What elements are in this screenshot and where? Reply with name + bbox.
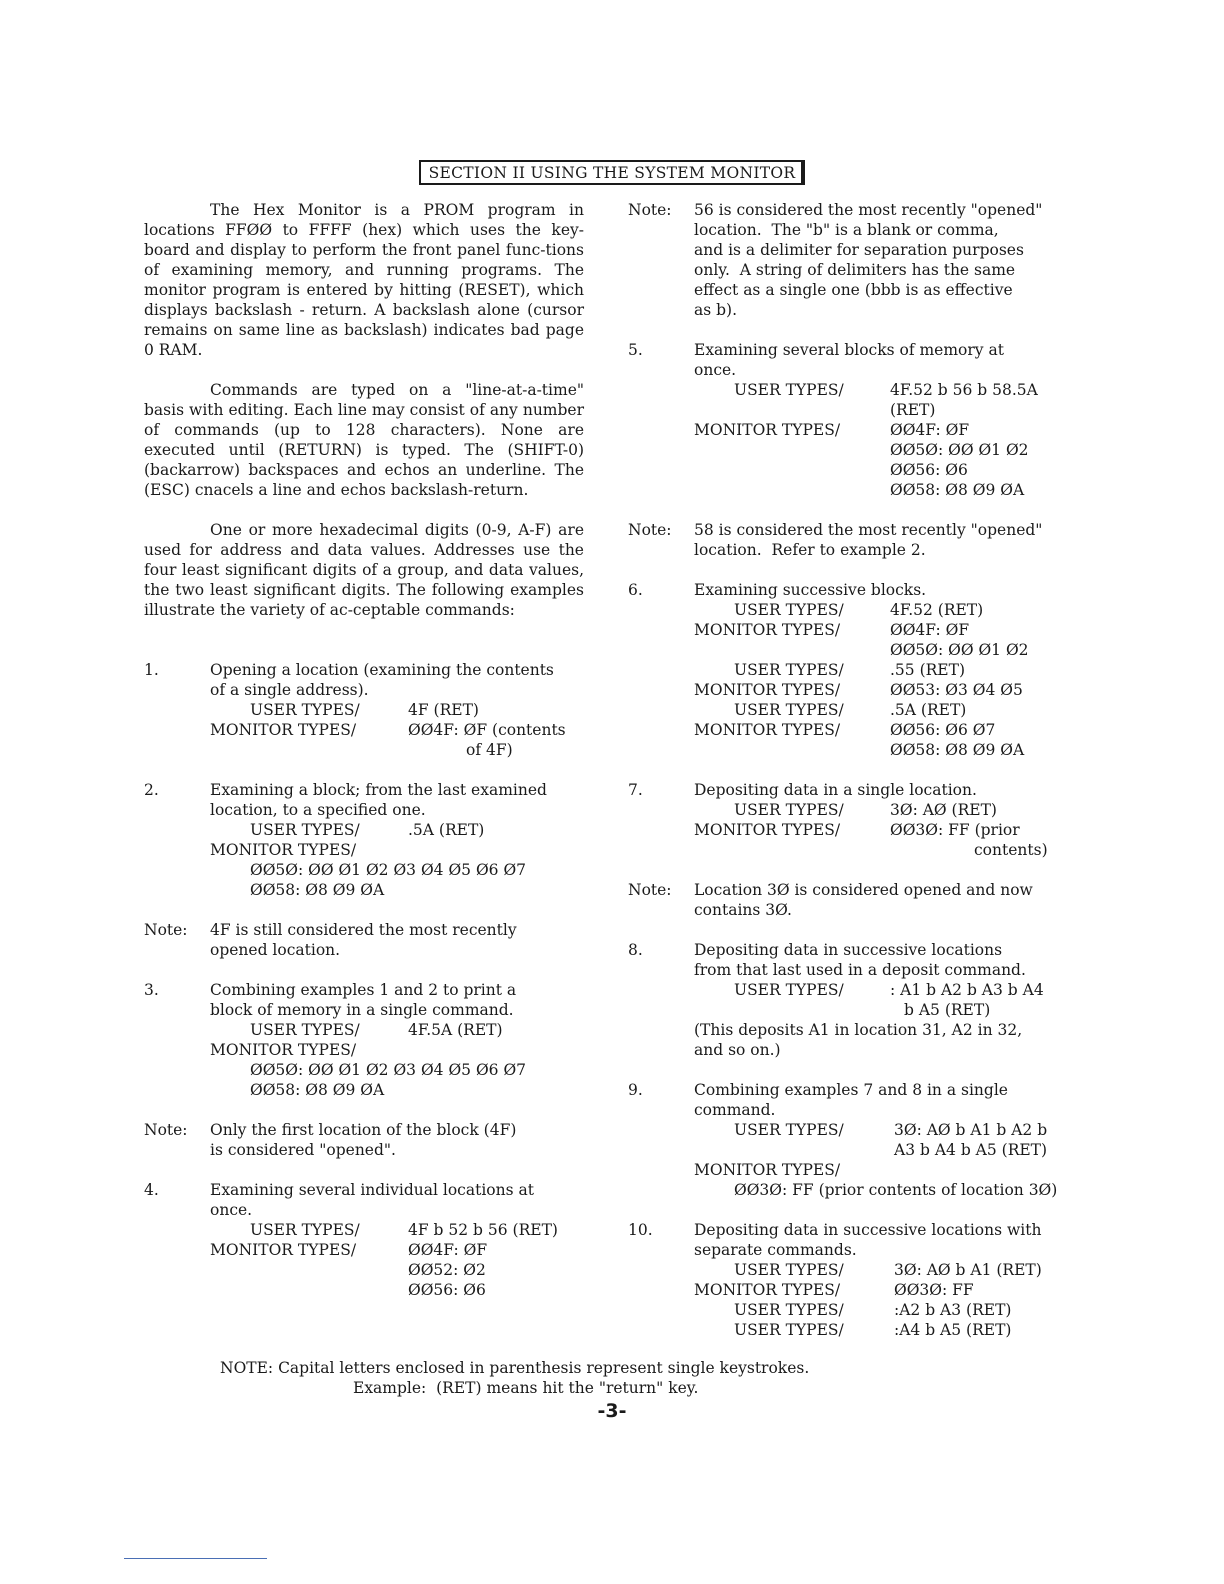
- right-line-value: 3Ø: AØ b A1 (RET): [894, 1261, 1042, 1279]
- left-line: [144, 980, 584, 1000]
- right-line: [628, 240, 1070, 260]
- right-line: [628, 660, 1070, 680]
- right-line-text: USER TYPES/: [734, 1121, 844, 1139]
- right-line-text: USER TYPES/: [734, 381, 844, 399]
- right-line: [628, 960, 1070, 980]
- right-line-value: 3Ø: AØ (RET): [890, 801, 997, 819]
- left-column: [144, 200, 584, 1300]
- left-line: [144, 760, 584, 780]
- right-line: [628, 260, 1070, 280]
- right-line-value: ØØ4F: ØF: [890, 621, 970, 639]
- right-line-text: from that last used in a deposit command.: [694, 961, 1026, 979]
- right-line: [628, 400, 1070, 420]
- right-line: [628, 980, 1070, 1000]
- right-line-text: ØØ3Ø: FF (prior contents of location 3Ø): [734, 1181, 1058, 1199]
- right-line: [628, 220, 1070, 240]
- left-line-text: is considered "opened".: [210, 1141, 396, 1159]
- right-line: [628, 1220, 1070, 1240]
- right-line-text: USER TYPES/: [734, 1301, 844, 1319]
- left-item-label: 3.: [144, 981, 159, 999]
- right-line-text: location. Refer to example 2.: [694, 541, 926, 559]
- left-line: [144, 900, 584, 920]
- left-line: [144, 720, 584, 740]
- left-line-text: of 4F): [466, 741, 513, 759]
- right-line-text: b A5 (RET): [904, 1001, 991, 1019]
- right-line-text: Examining successive blocks.: [694, 581, 927, 599]
- left-item-label: 4.: [144, 1181, 159, 1199]
- left-line: [144, 660, 584, 680]
- right-examples: [628, 200, 1070, 1340]
- right-line: [628, 1180, 1070, 1200]
- right-item-label: Note:: [628, 881, 672, 899]
- left-line: [144, 1220, 584, 1240]
- left-line: [144, 920, 584, 940]
- right-line-value: ØØ56: Ø6 Ø7: [890, 721, 996, 739]
- right-line-value: : A1 b A2 b A3 b A4: [890, 981, 1044, 999]
- right-line-text: ØØ58: Ø8 Ø9 ØA: [890, 481, 1025, 499]
- left-line: [144, 1080, 584, 1100]
- right-line: [628, 900, 1070, 920]
- left-line-text: ØØ5Ø: ØØ Ø1 Ø2 Ø3 Ø4 Ø5 Ø6 Ø7: [250, 1061, 527, 1079]
- right-line: [628, 360, 1070, 380]
- left-line: [144, 1200, 584, 1220]
- right-line-value: :A4 b A5 (RET): [894, 1321, 1012, 1339]
- right-line-value: :A2 b A3 (RET): [894, 1301, 1012, 1319]
- footer-rule: [124, 1558, 267, 1559]
- right-line-text: (RET): [890, 401, 936, 419]
- left-line-value: ØØ4F: ØF: [408, 1241, 488, 1259]
- right-item-label: 6.: [628, 581, 643, 599]
- right-item-label: 10.: [628, 1221, 653, 1239]
- right-line-text: Combining examples 7 and 8 in a single: [694, 1081, 1008, 1099]
- right-line-text: Depositing data in successive locations: [694, 941, 1003, 959]
- right-line: [628, 580, 1070, 600]
- right-line-value: 3Ø: AØ b A1 b A2 b: [894, 1121, 1048, 1139]
- right-line-value: .55 (RET): [890, 661, 965, 679]
- right-line-text: separate commands.: [694, 1241, 857, 1259]
- right-line-text: ØØ5Ø: ØØ Ø1 Ø2: [890, 641, 1029, 659]
- left-line: [144, 740, 584, 760]
- left-line-text: 4F is still considered the most recently: [210, 921, 517, 939]
- left-line: [144, 1000, 584, 1020]
- right-line-text: effect as a single one (bbb is as effective: [694, 281, 1013, 299]
- section-heading-wrap: [0, 160, 1224, 185]
- right-line: [628, 1160, 1070, 1180]
- right-item-label: 7.: [628, 781, 643, 799]
- right-line-text: once.: [694, 361, 737, 379]
- right-line: [628, 520, 1070, 540]
- right-line-value: ØØ3Ø: FF: [894, 1281, 974, 1299]
- left-line: [144, 1100, 584, 1120]
- right-item-label: 9.: [628, 1081, 643, 1099]
- left-line-text: MONITOR TYPES/: [210, 841, 357, 859]
- right-line: [628, 200, 1070, 220]
- right-line-text: Location 3Ø is considered opened and now: [694, 881, 1033, 899]
- right-line: [628, 280, 1070, 300]
- right-line-value: ØØ4F: ØF: [890, 421, 970, 439]
- right-line: [628, 780, 1070, 800]
- right-line: [628, 1120, 1070, 1140]
- left-line-text: USER TYPES/: [250, 821, 360, 839]
- left-line-text: block of memory in a single command.: [210, 1001, 514, 1019]
- right-line: [628, 620, 1070, 640]
- right-line-text: contains 3Ø.: [694, 901, 792, 919]
- right-line: [628, 800, 1070, 820]
- intro-paragraph-3-text: One or more hexadecimal digits (0-9, A-F) are used for address and data values. Addresses use the four least significant digits of a group, and data values, the two least significant digits. The following examples illustrate the variety of ac-ceptable commands:: [144, 521, 584, 619]
- left-line: [144, 800, 584, 820]
- left-line: [144, 1060, 584, 1080]
- footnote-line-2: Example: (RET) means hit the "return" key.: [353, 1379, 699, 1397]
- right-line-text: USER TYPES/: [734, 1261, 844, 1279]
- right-line: [628, 760, 1070, 780]
- right-line-text: contents): [974, 841, 1048, 859]
- right-line: [628, 880, 1070, 900]
- left-line-value: ØØ4F: ØF (contents: [408, 721, 566, 739]
- left-line: [144, 860, 584, 880]
- right-line: [628, 1200, 1070, 1220]
- right-line: [628, 640, 1070, 660]
- right-line-text: USER TYPES/: [734, 1321, 844, 1339]
- right-line-text: USER TYPES/: [734, 801, 844, 819]
- left-item-label: 2.: [144, 781, 159, 799]
- right-line: [628, 1040, 1070, 1060]
- right-line: [628, 740, 1070, 760]
- right-line-text: MONITOR TYPES/: [694, 721, 841, 739]
- right-line: [628, 480, 1070, 500]
- right-item-label: 5.: [628, 341, 643, 359]
- right-line: [628, 540, 1070, 560]
- left-line-text: ØØ58: Ø8 Ø9 ØA: [250, 881, 385, 899]
- right-line-text: 56 is considered the most recently "opened": [694, 201, 1043, 219]
- right-line-text: ØØ5Ø: ØØ Ø1 Ø2: [890, 441, 1029, 459]
- right-line-text: A3 b A4 b A5 (RET): [894, 1141, 1048, 1159]
- right-line-text: MONITOR TYPES/: [694, 681, 841, 699]
- right-column: [628, 200, 1070, 1340]
- right-line: [628, 1000, 1070, 1020]
- right-line: [628, 1260, 1070, 1280]
- right-line: [628, 340, 1070, 360]
- right-line: [628, 920, 1070, 940]
- right-line: [628, 1300, 1070, 1320]
- left-line: [144, 1160, 584, 1180]
- left-line-value: 4F.5A (RET): [408, 1021, 503, 1039]
- left-line: [144, 820, 584, 840]
- left-line: [144, 940, 584, 960]
- right-line: [628, 300, 1070, 320]
- right-line-text: ØØ58: Ø8 Ø9 ØA: [890, 741, 1025, 759]
- right-line-text: MONITOR TYPES/: [694, 421, 841, 439]
- right-line: [628, 1280, 1070, 1300]
- right-line-text: location. The "b" is a blank or comma,: [694, 221, 999, 239]
- right-item-label: Note:: [628, 201, 672, 219]
- right-line-value: ØØ3Ø: FF (prior: [890, 821, 1020, 839]
- left-line: [144, 1140, 584, 1160]
- left-line: [144, 840, 584, 860]
- right-line: [628, 600, 1070, 620]
- page-number: -3-: [597, 1400, 627, 1422]
- left-line: [144, 880, 584, 900]
- right-line: [628, 440, 1070, 460]
- left-line-text: MONITOR TYPES/: [210, 1041, 357, 1059]
- left-line-text: MONITOR TYPES/: [210, 1241, 357, 1259]
- left-line-text: ØØ52: Ø2: [408, 1261, 486, 1279]
- right-line-text: MONITOR TYPES/: [694, 1161, 841, 1179]
- left-line-text: Only the first location of the block (4F): [210, 1121, 517, 1139]
- left-line-text: opened location.: [210, 941, 341, 959]
- right-line: [628, 320, 1070, 340]
- right-line-text: USER TYPES/: [734, 701, 844, 719]
- right-line-text: and is a delimiter for separation purposes: [694, 241, 1024, 259]
- left-line: [144, 680, 584, 700]
- right-line: [628, 1020, 1070, 1040]
- left-examples: [144, 660, 584, 1300]
- right-line: [628, 1140, 1070, 1160]
- left-line-text: MONITOR TYPES/: [210, 721, 357, 739]
- intro-paragraph-1: [144, 200, 584, 360]
- right-line: [628, 500, 1070, 520]
- right-line-text: only. A string of delimiters has the same: [694, 261, 1016, 279]
- left-line-text: USER TYPES/: [250, 1021, 360, 1039]
- right-line-value: ØØ53: Ø3 Ø4 Ø5: [890, 681, 1023, 699]
- left-line-text: ØØ56: Ø6: [408, 1281, 486, 1299]
- right-line: [628, 840, 1070, 860]
- left-line-text: Examining a block; from the last examined: [210, 781, 547, 799]
- right-line-value: 4F.52 b 56 b 58.5A: [890, 381, 1038, 399]
- right-line: [628, 1060, 1070, 1080]
- right-line-text: MONITOR TYPES/: [694, 821, 841, 839]
- footnote-line-1: NOTE: Capital letters enclosed in parenthesis represent single keystrokes.: [220, 1359, 810, 1377]
- right-line: [628, 860, 1070, 880]
- right-line-text: USER TYPES/: [734, 661, 844, 679]
- right-line: [628, 680, 1070, 700]
- left-line-value: 4F b 52 b 56 (RET): [408, 1221, 558, 1239]
- left-line-text: location, to a specified one.: [210, 801, 426, 819]
- right-line: [628, 940, 1070, 960]
- left-line: [144, 1180, 584, 1200]
- right-line: [628, 420, 1070, 440]
- right-line: [628, 1080, 1070, 1100]
- left-line-value: .5A (RET): [408, 821, 485, 839]
- left-line-text: Opening a location (examining the contents: [210, 661, 554, 679]
- right-line-text: ØØ56: Ø6: [890, 461, 968, 479]
- left-line-text: ØØ58: Ø8 Ø9 ØA: [250, 1081, 385, 1099]
- left-line-text: Examining several individual locations at: [210, 1181, 534, 1199]
- intro-paragraph-3: [144, 520, 584, 620]
- left-item-label: Note:: [144, 1121, 188, 1139]
- right-line: [628, 1100, 1070, 1120]
- left-line-text: USER TYPES/: [250, 701, 360, 719]
- intro-paragraph-2-text: Commands are typed on a "line-at-a-time" basis with editing. Each line may consist of any number of commands (up to 128 characters). None are executed until (RETURN) is typed. The (SHIFT-0) (backarrow) backspaces and echos an underline. The (ESC) cnacels a line and echos backslash-return.: [144, 381, 584, 499]
- right-line-text: Depositing data in successive locations with: [694, 1221, 1042, 1239]
- left-line: [144, 1240, 584, 1260]
- right-line: [628, 1320, 1070, 1340]
- right-item-label: 8.: [628, 941, 643, 959]
- right-line-text: command.: [694, 1101, 776, 1119]
- right-line-text: MONITOR TYPES/: [694, 621, 841, 639]
- left-line: [144, 960, 584, 980]
- left-line-text: once.: [210, 1201, 253, 1219]
- intro-paragraph-1-text: The Hex Monitor is a PROM program in locations FFØØ to FFFF (hex) which uses the key-board and display to perform the front panel func-tions of examining memory, and running programs. The monitor program is entered by hitting (RESET), which displays backslash - return. A backslash alone (cursor remains on same line as backslash) indicates bad page 0 RAM.: [144, 201, 584, 359]
- right-line-text: Depositing data in a single location.: [694, 781, 977, 799]
- right-line: [628, 560, 1070, 580]
- intro-paragraph-2: [144, 380, 584, 500]
- right-line-text: and so on.): [694, 1041, 781, 1059]
- section-heading: SECTION II USING THE SYSTEM MONITOR: [419, 160, 806, 185]
- left-line-text: Combining examples 1 and 2 to print a: [210, 981, 517, 999]
- left-line: [144, 1020, 584, 1040]
- left-line: [144, 1040, 584, 1060]
- right-line: [628, 700, 1070, 720]
- right-line: [628, 720, 1070, 740]
- left-line: [144, 1260, 584, 1280]
- right-line-text: as b).: [694, 301, 738, 319]
- right-line-value: .5A (RET): [890, 701, 967, 719]
- right-line: [628, 460, 1070, 480]
- right-line-text: USER TYPES/: [734, 601, 844, 619]
- left-line-value: 4F (RET): [408, 701, 479, 719]
- right-line: [628, 380, 1070, 400]
- left-line-text: of a single address).: [210, 681, 369, 699]
- left-line: [144, 700, 584, 720]
- right-line-text: (This deposits A1 in location 31, A2 in 32,: [694, 1021, 1023, 1039]
- right-line: [628, 820, 1070, 840]
- right-line-text: Examining several blocks of memory at: [694, 341, 1004, 359]
- left-item-label: 1.: [144, 661, 159, 679]
- left-line-text: ØØ5Ø: ØØ Ø1 Ø2 Ø3 Ø4 Ø5 Ø6 Ø7: [250, 861, 527, 879]
- right-line-text: USER TYPES/: [734, 981, 844, 999]
- left-line: [144, 1280, 584, 1300]
- right-line-value: 4F.52 (RET): [890, 601, 984, 619]
- left-item-label: Note:: [144, 921, 188, 939]
- right-line-text: MONITOR TYPES/: [694, 1281, 841, 1299]
- left-line: [144, 1120, 584, 1140]
- right-line: [628, 1240, 1070, 1260]
- right-item-label: Note:: [628, 521, 672, 539]
- right-line-text: 58 is considered the most recently "opened": [694, 521, 1043, 539]
- left-line: [144, 780, 584, 800]
- left-line-text: USER TYPES/: [250, 1221, 360, 1239]
